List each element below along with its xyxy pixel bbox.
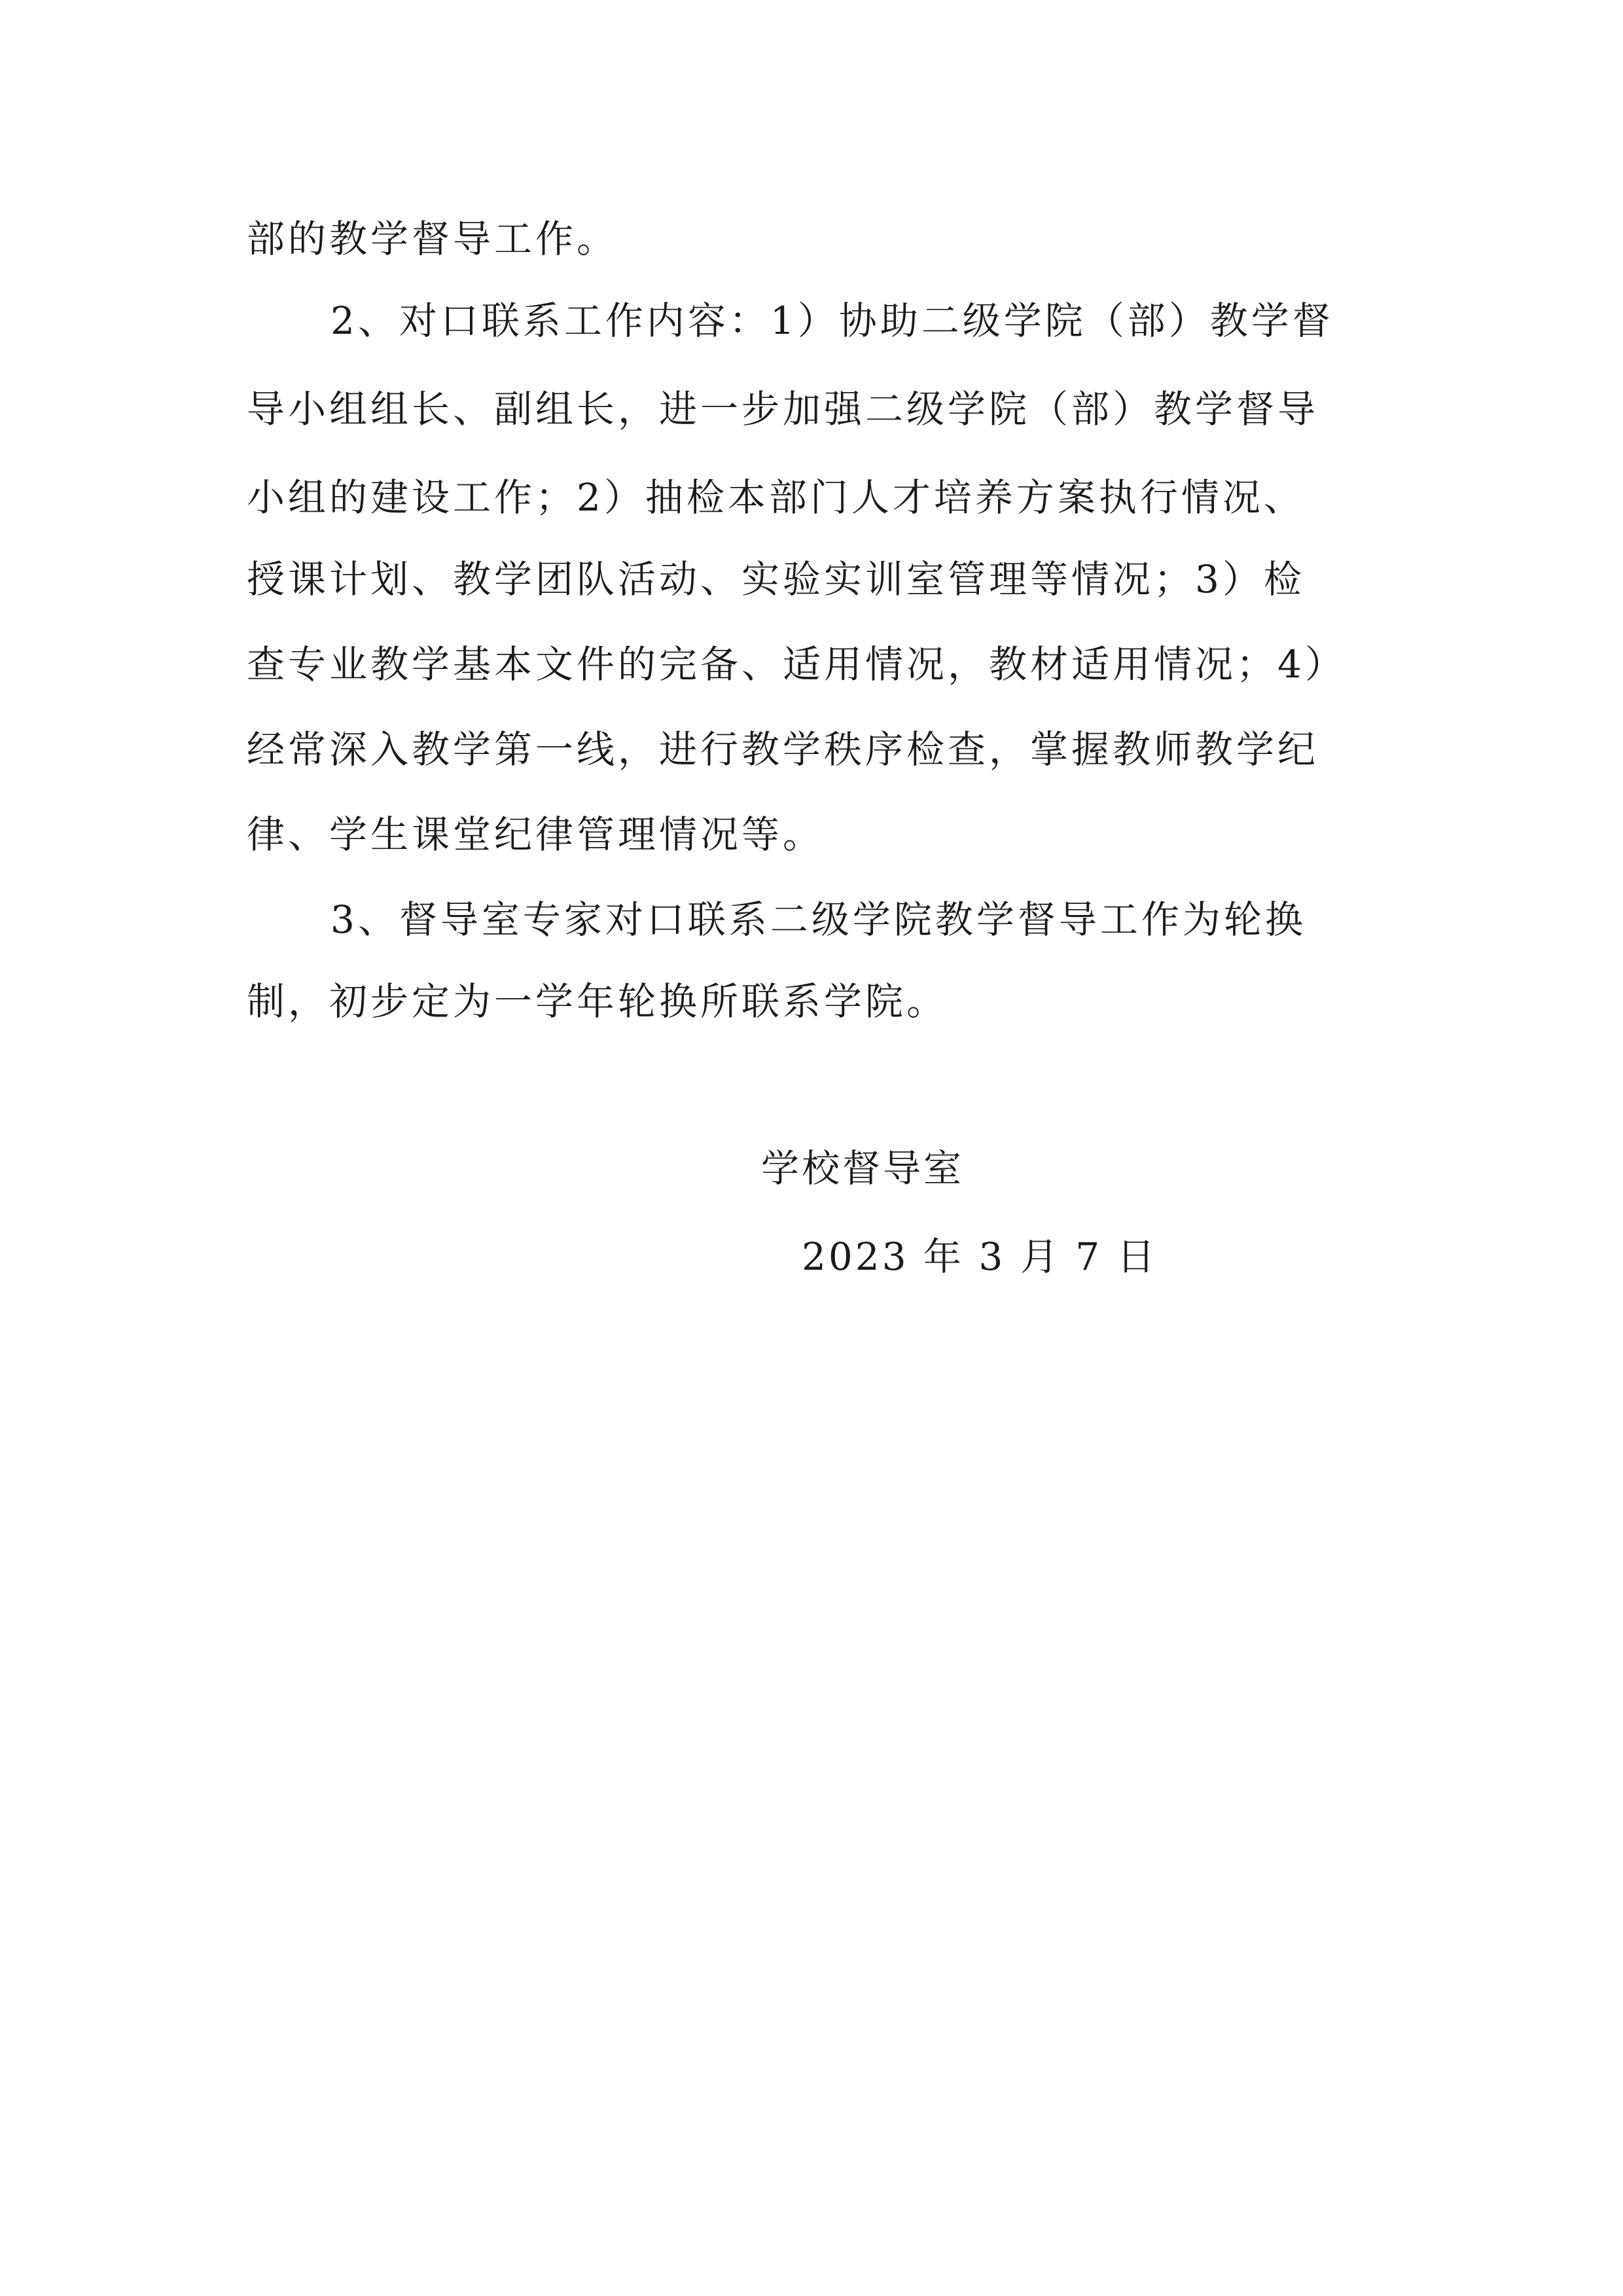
item-2-line: 授课计划、教学团队活动、实验实训室管理等情况；3）检 [247,557,1305,601]
item-2-line: 律、学生课堂纪律管理情况等。 [247,812,825,857]
item-2-line: 导小组组长、副组长，进一步加强二级学院（部）教学督导 [247,387,1319,431]
item-3-line: 制，初步定为一学年轮换所联系学院。 [247,979,948,1024]
item-3-line: 3、督导室专家对口联系二级学院教学督导工作为轮换 [330,897,1306,942]
signature-date: 2023 年 3 月 7 日 [802,1234,1158,1279]
item-2-line: 小组的建设工作；2）抽检本部门人才培养方案执行情况、 [247,475,1305,520]
item-2-line: 经常深入教学第一线，进行教学秩序检查，掌握教师教学纪 [247,727,1319,772]
continuation-text: 部的教学督导工作。 [247,217,618,261]
signature-organization: 学校督导室 [761,1146,965,1191]
item-2-line: 2、对口联系工作内容：1）协助二级学院（部）教学督 [330,298,1334,343]
item-2-line: 查专业教学基本文件的完备、适用情况，教材适用情况；4） [247,642,1346,687]
